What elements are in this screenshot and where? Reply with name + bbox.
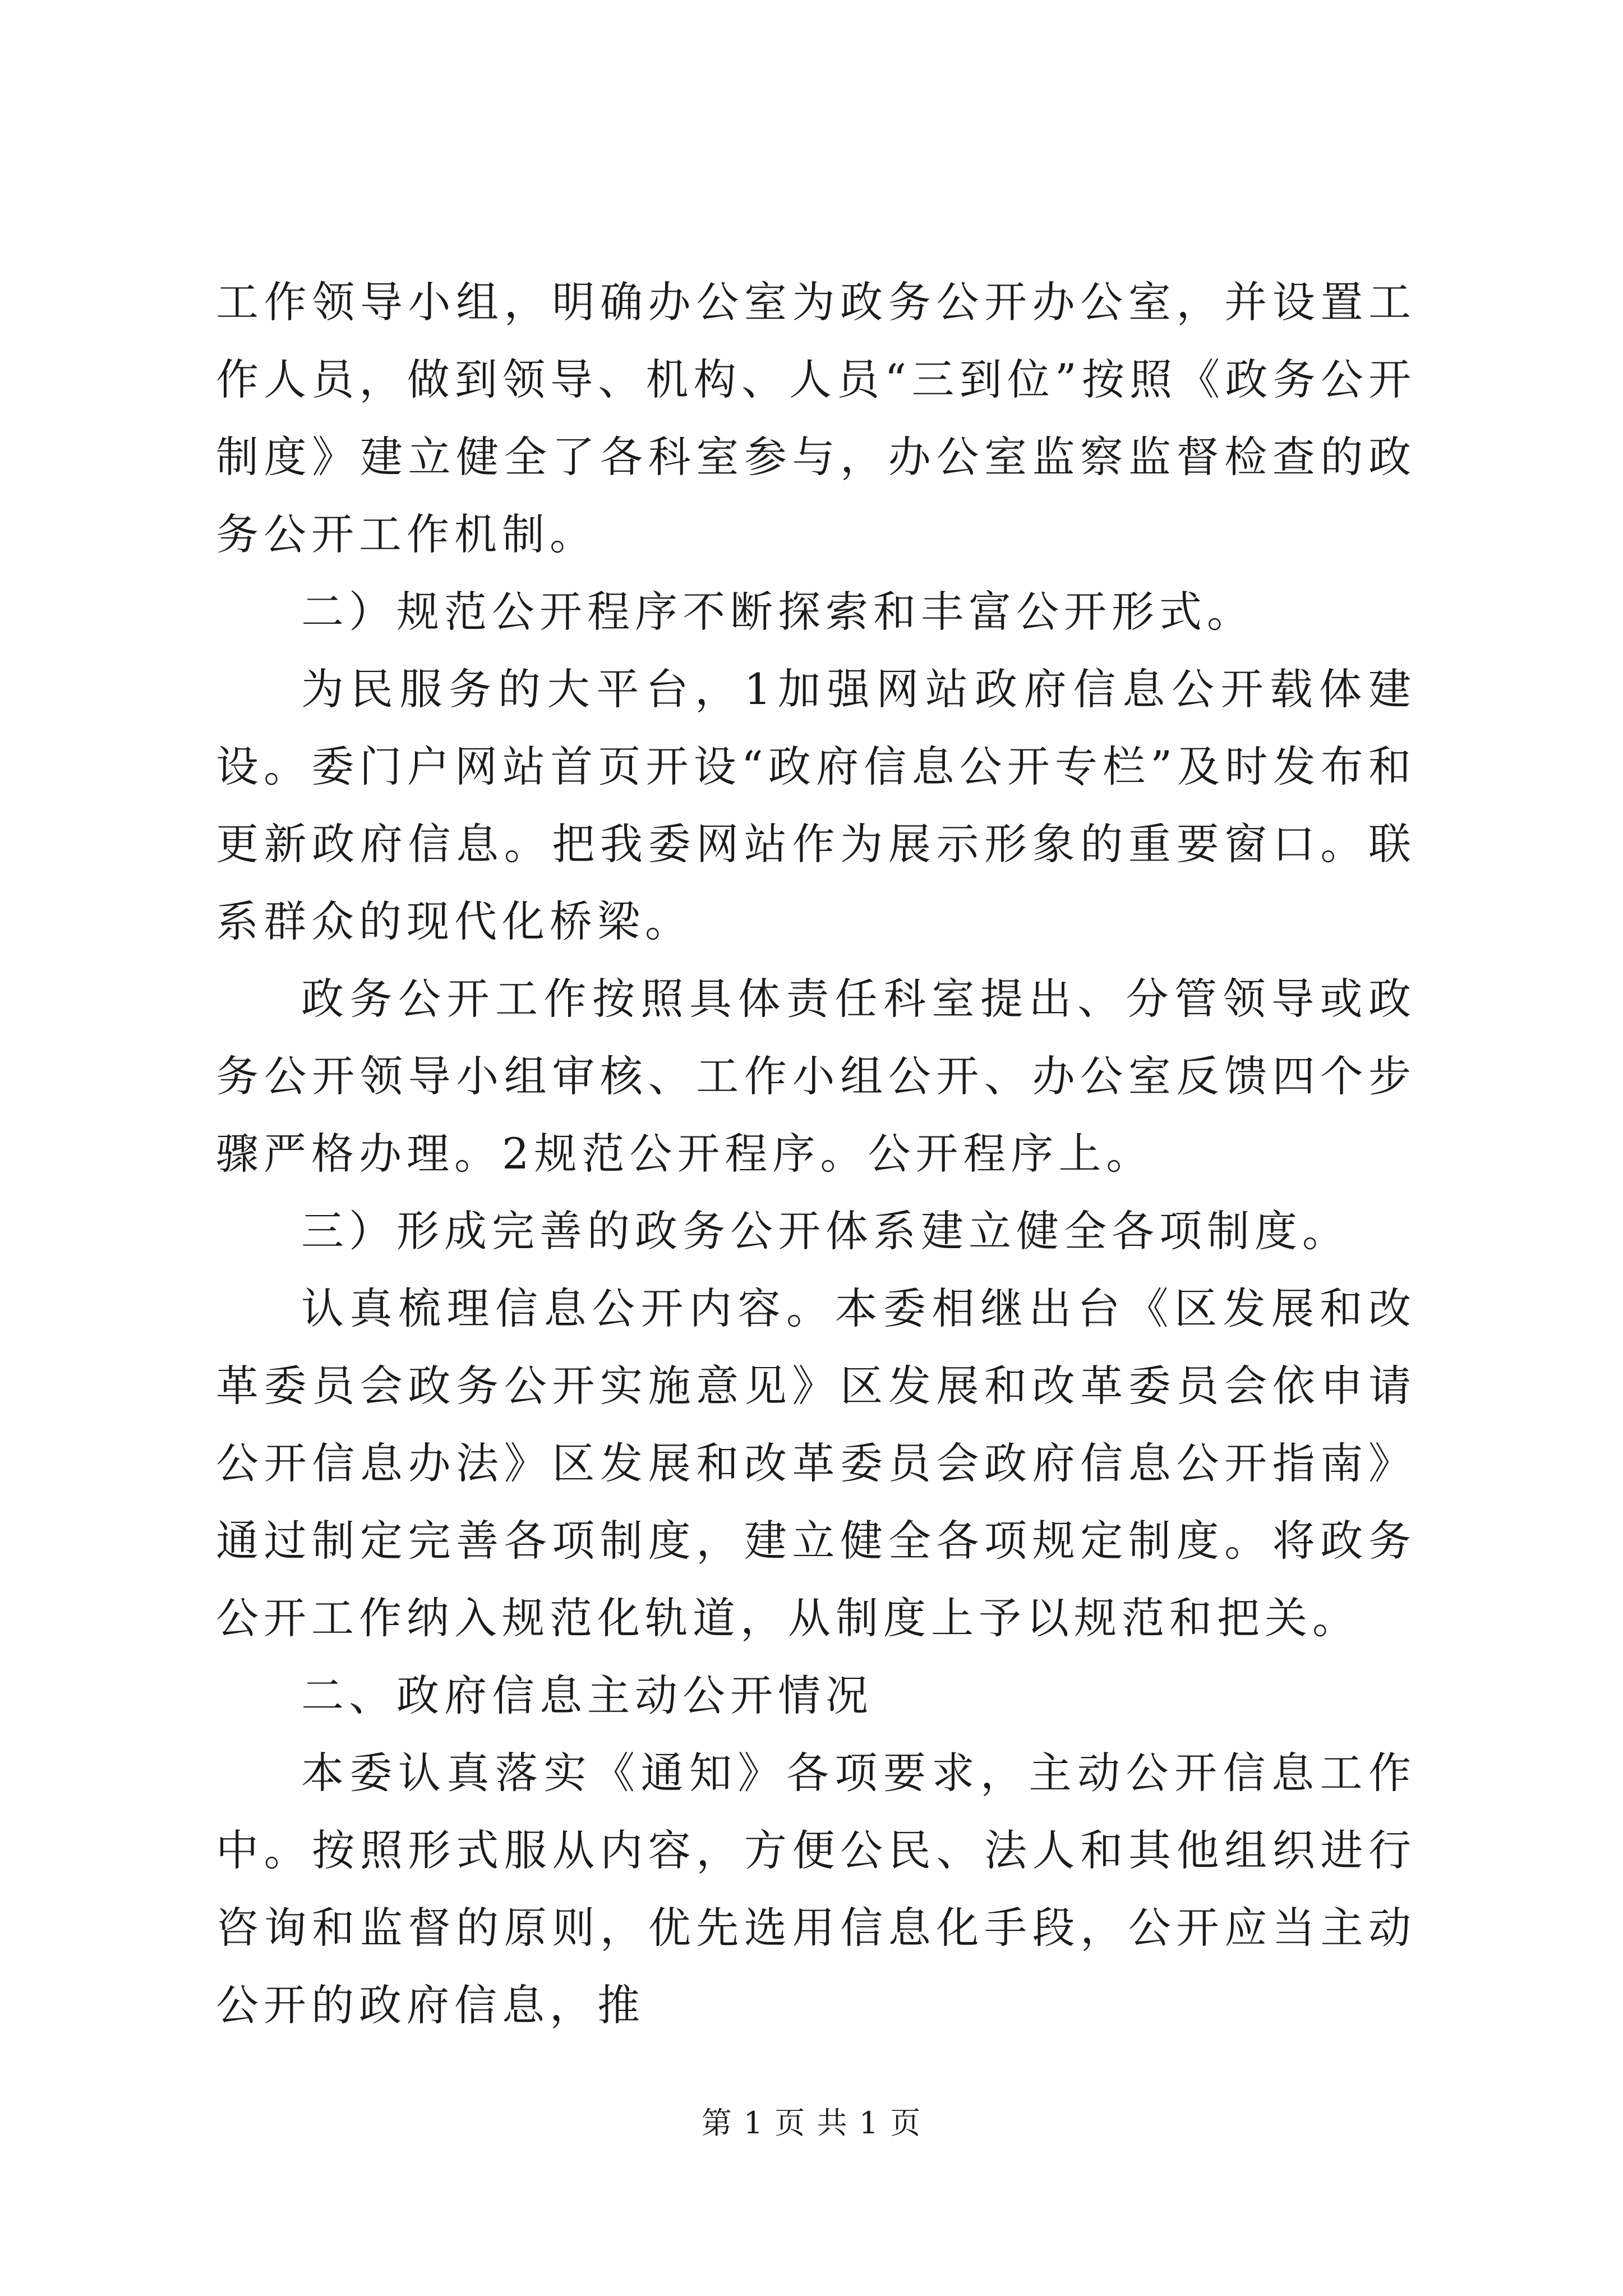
paragraph: 二）规范公开程序不断探索和丰富公开形式。 — [301, 587, 1255, 637]
paragraph: 政务公开工作按照具体责任科室提出、分管领导或政务公开领导小组审核、工作小组公开、办公室反馈四个步骤严格办理。2规范公开程序。公开程序上。 — [216, 974, 1416, 1179]
paragraph: 工作领导小组，明确办公室为政务公开办公室，并设置工作人员，做到领导、机构、人员“三到位”按照《政务公开制度》建立健全了各科室参与，办公室监察监督检查的政务公开工作机制。 — [216, 277, 1416, 559]
document-body — [216, 264, 1416, 2044]
paragraph: 认真梳理信息公开内容。本委相继出台《区发展和改革委员会政务公开实施意见》区发展和改革委员会依申请公开信息办法》区发展和改革委员会政府信息公开指南》通过制定完善各项制度，建立健全各项规定制度。将政务公开工作纳入规范化轨道，从制度上予以规范和把关。 — [216, 1283, 1416, 1643]
paragraph: 本委认真落实《通知》各项要求，主动公开信息工作中。按照形式服从内容，方便公民、法人和其他组织进行咨询和监督的原则，优先选用信息化手段，公开应当主动公开的政府信息，推 — [216, 1748, 1416, 2030]
paragraph: 为民服务的大平台，1加强网站政府信息公开载体建设。委门户网站首页开设“政府信息公开专栏”及时发布和更新政府信息。把我委网站作为展示形象的重要窗口。联系群众的现代化桥梁。 — [216, 664, 1416, 946]
page-number-footer: 第 1 页 共 1 页 — [701, 2105, 922, 2141]
paragraph: 三）形成完善的政务公开体系建立健全各项制度。 — [301, 1206, 1350, 1256]
paragraph: 二、政府信息主动公开情况 — [301, 1671, 873, 1720]
